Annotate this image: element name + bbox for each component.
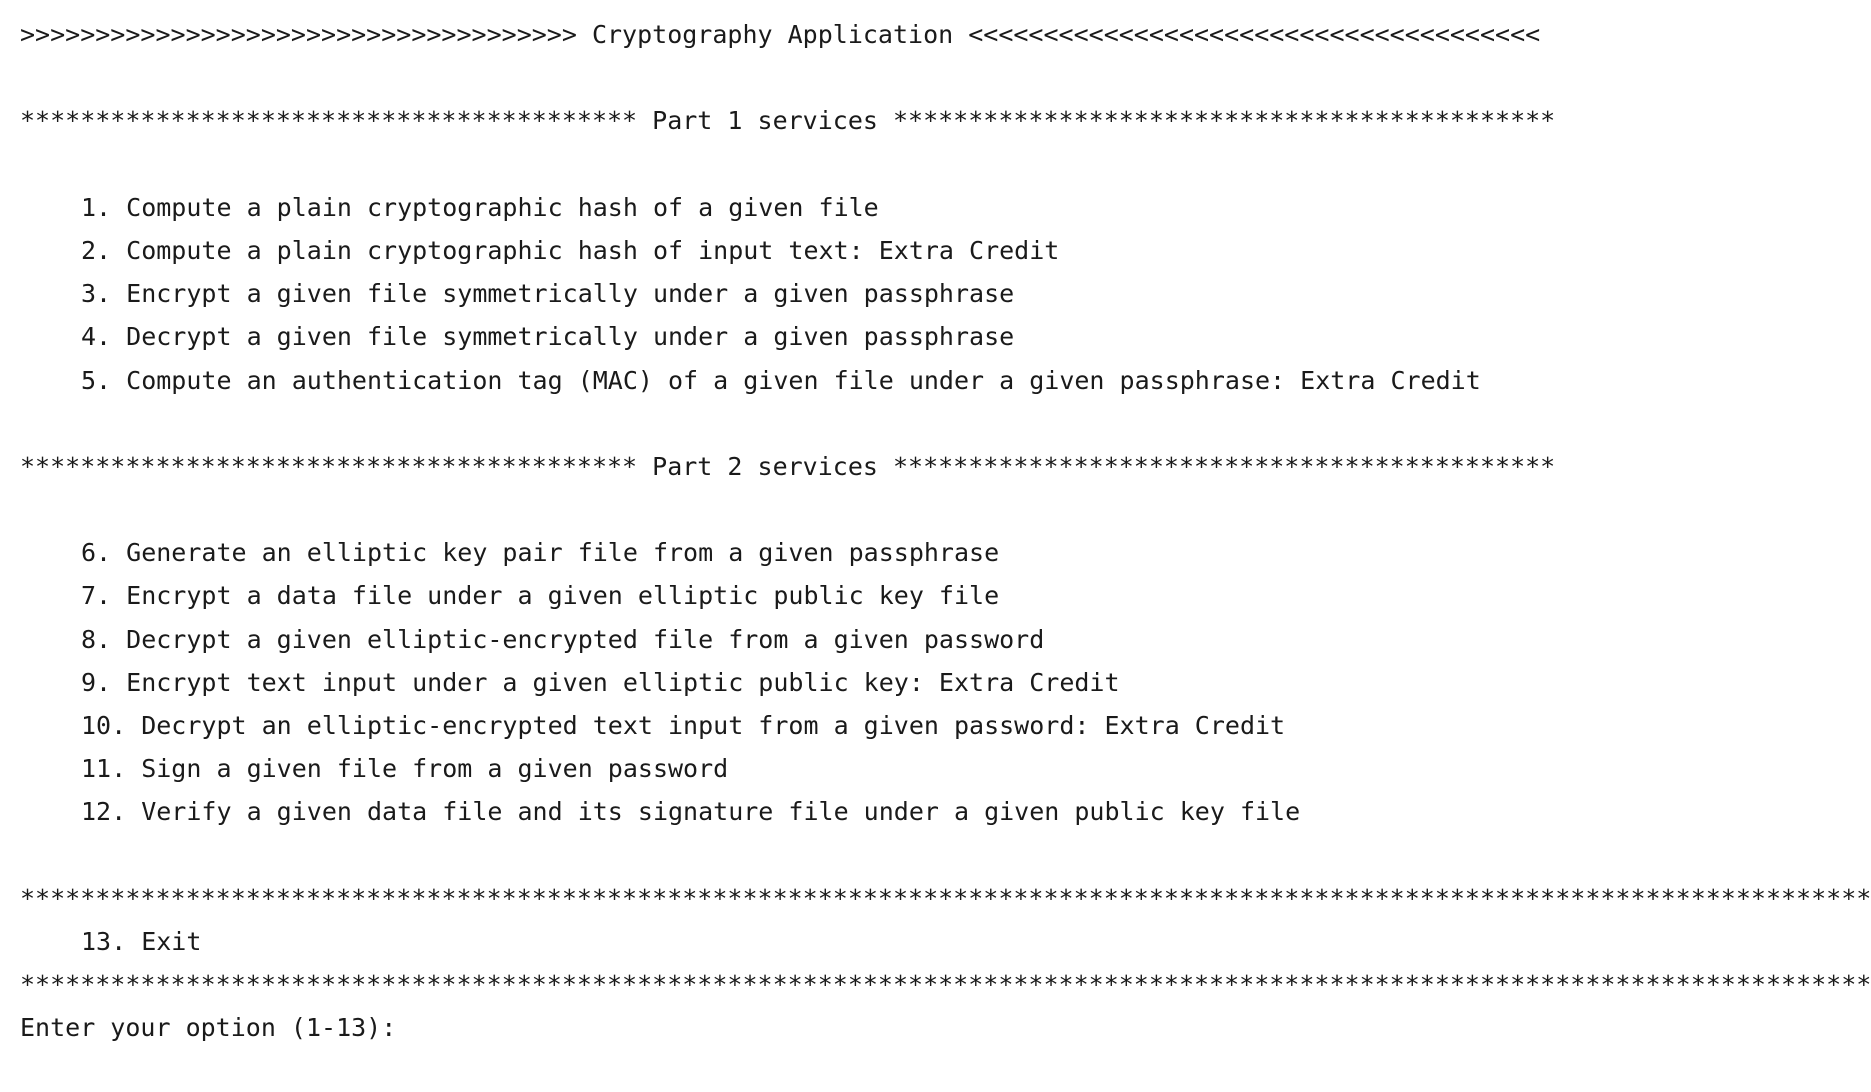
menu-item-exit: 13. Exit xyxy=(81,926,202,956)
prompt-label: Enter your option (1-13): xyxy=(20,1013,397,1043)
option-input[interactable] xyxy=(396,1008,1308,1048)
menu-item-9: 9. Encrypt text input under a given elliptic public key: Extra Credit xyxy=(81,667,1120,697)
console-output xyxy=(20,13,1871,1050)
footer-separator-top: *************************************************************************************************************************** xyxy=(20,883,1871,913)
menu-item-6: 6. Generate an elliptic key pair file from a given passphrase xyxy=(81,538,1000,568)
menu-item-3: 3. Encrypt a given file symmetrically under a given passphrase xyxy=(81,279,1015,309)
menu-item-2: 2. Compute a plain cryptographic hash of input text: Extra Credit xyxy=(81,235,1060,265)
menu-item-11: 11. Sign a given file from a given password xyxy=(81,754,729,784)
part1-heading: ***************************************** Part 1 services ******************************************** xyxy=(20,106,1556,136)
part1-menu xyxy=(20,186,1580,402)
prompt-row xyxy=(20,1006,1580,1049)
menu-item-1: 1. Compute a plain cryptographic hash of a given file xyxy=(81,192,879,222)
blank-line xyxy=(20,402,1580,445)
menu-item-7: 7. Encrypt a data file under a given elliptic public key file xyxy=(81,581,1000,611)
part2-heading: ***************************************** Part 2 services ******************************************** xyxy=(20,451,1556,481)
blank-line xyxy=(20,834,1580,877)
app-title-banner: >>>>>>>>>>>>>>>>>>>>>>>>>>>>>>>>>>>>> Cryptography Application <<<<<<<<<<<<<<<<<<<<<<<<<<<<<<<<<<<<<< xyxy=(20,20,1541,49)
blank-line xyxy=(20,143,1580,186)
part2-menu xyxy=(20,531,1580,833)
menu-item-5: 5. Compute an authentication tag (MAC) of a given file under a given passphrase: Extra Credit xyxy=(81,365,1481,395)
menu-item-12: 12. Verify a given data file and its signature file under a given public key file xyxy=(81,797,1301,827)
menu-item-10: 10. Decrypt an elliptic-encrypted text input from a given password: Extra Credit xyxy=(81,711,1286,740)
blank-line xyxy=(20,488,1580,531)
menu-item-8: 8. Decrypt a given elliptic-encrypted file from a given password xyxy=(81,624,1045,654)
menu-item-4: 4. Decrypt a given file symmetrically under a given passphrase xyxy=(81,322,1015,352)
footer-separator-bottom: *************************************************************************************************************************** xyxy=(20,970,1871,1000)
blank-line xyxy=(20,56,1580,99)
